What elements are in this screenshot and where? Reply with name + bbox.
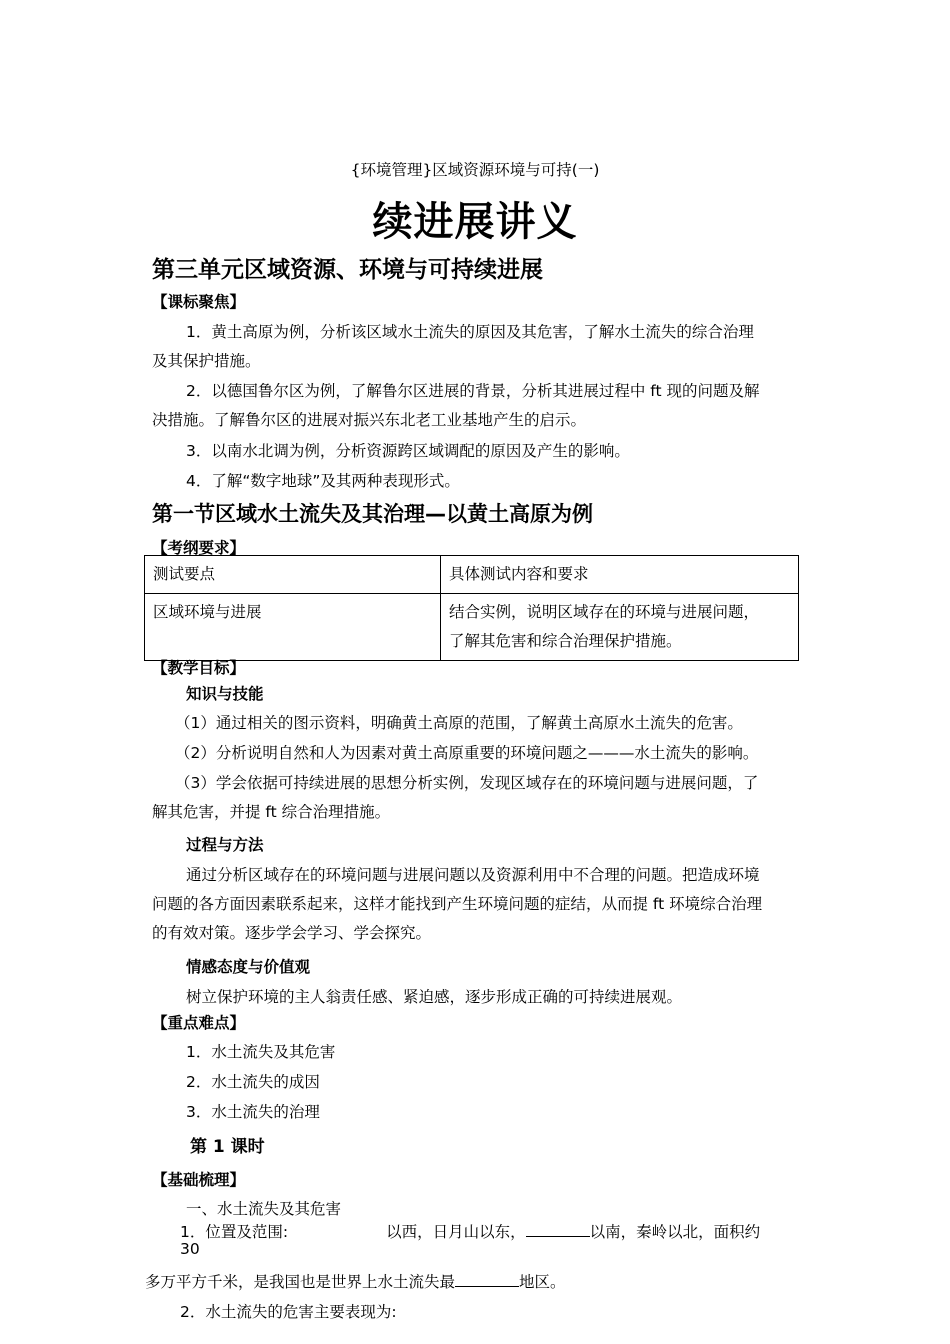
- unit-title: 第三单元区域资源、环境与可持续进展: [152, 257, 543, 283]
- header-small-title: {环境管理}区域资源环境与可持(一): [350, 161, 600, 179]
- key-item-2: 2．水土流失的成因: [186, 1073, 320, 1091]
- process-line-1: 通过分析区域存在的环境问题与进展问题以及资源利用中不合理的问题。把造成环境: [186, 866, 760, 884]
- question-1-line-2: [145, 1270, 566, 1292]
- table-row: [145, 594, 799, 661]
- requirement-line: 结合实例，说明区域存在的环境与进展问题，: [449, 603, 760, 621]
- basics-label: 【基础梳理】: [152, 1171, 246, 1189]
- table-header-cell: 具体测试内容和要求: [441, 556, 799, 594]
- standards-item-4: 4．了解“数字地球”及其两种表现形式。: [186, 472, 460, 490]
- question-1-number: 30: [180, 1240, 200, 1258]
- standards-item-1-line-2: 及其保护措施。: [152, 352, 261, 370]
- emotion-title: 情感态度与价值观: [186, 958, 311, 976]
- knowledge-item-2: （2）分析说明自然和人为因素对黄土高原重要的环境问题之———水土流失的影响。: [175, 744, 759, 762]
- standards-item-3: 3．以南水北调为例，分析资源跨区域调配的原因及产生的影响。: [186, 442, 630, 460]
- fill-blank[interactable]: [526, 1222, 590, 1237]
- table-cell-requirement: [441, 594, 799, 661]
- fill-blank[interactable]: [455, 1272, 519, 1287]
- process-line-3: 的有效对策。逐步学会学习、学会探究。: [152, 924, 432, 942]
- key-label: 【重点难点】: [152, 1014, 246, 1032]
- exam-requirements-table: [144, 555, 799, 661]
- goals-label: 【教学目标】: [152, 659, 246, 677]
- table-cell-point: 区域环境与进展: [145, 594, 441, 661]
- q1-part-a: 1．位置及范围:: [180, 1223, 289, 1241]
- standards-item-2-line-2: 决措施。了解鲁尔区的进展对振兴东北老工业基地产生的启示。: [152, 411, 587, 429]
- header-big-title: 续进展讲义: [372, 199, 578, 245]
- section-title: 第一节区域水土流失及其治理—以黄土高原为例: [152, 502, 593, 526]
- knowledge-item-3-line-2: 解其危害，并提 ft 综合治理措施。: [152, 803, 391, 821]
- emotion-line: 树立保护环境的主人翁责任感、紧迫感，逐步形成正确的可持续进展观。: [186, 988, 683, 1006]
- process-line-2: 问题的各方面因素联系起来，这样才能找到产生环境问题的症结，从而提 ft 环境综合治理: [152, 895, 763, 913]
- standards-label: 【课标聚焦】: [152, 293, 246, 311]
- key-item-1: 1．水土流失及其危害: [186, 1043, 336, 1061]
- table-header-row: [145, 556, 799, 594]
- q1-part-b: 以西，日月山以东，: [386, 1223, 526, 1241]
- question-2: 2．水土流失的危害主要表现为:: [180, 1303, 397, 1321]
- q1-part-c: 以南，秦岭以北，面积约: [589, 1223, 761, 1241]
- lesson-title: 第 1 课时: [190, 1137, 265, 1157]
- basics-section-1: 一、水土流失及其危害: [186, 1200, 342, 1218]
- question-1-line-1: [180, 1220, 760, 1242]
- requirement-line: 了解其危害和综合治理保护措施。: [449, 632, 682, 650]
- standards-item-2-line-1: 2．以德国鲁尔区为例，了解鲁尔区进展的背景，分析其进展过程中 ft 现的问题及解: [186, 382, 760, 400]
- fill-blank[interactable]: [288, 1222, 386, 1237]
- knowledge-title: 知识与技能: [186, 685, 264, 703]
- knowledge-item-1: （1）通过相关的图示资料，明确黄土高原的范围，了解黄土高原水土流失的危害。: [175, 714, 743, 732]
- standards-item-1-line-1: 1．黄土高原为例，分析该区域水土流失的原因及其危害，了解水土流失的综合治理: [186, 323, 754, 341]
- exam-label: 【考纲要求】: [152, 539, 246, 557]
- knowledge-item-3-line-1: （3）学会依据可持续进展的思想分析实例，发现区域存在的环境问题与进展问题，了: [175, 774, 759, 792]
- q1-line-2-a: 多万平方千米，是我国也是世界上水土流失最: [145, 1273, 456, 1291]
- table-header-cell: 测试要点: [145, 556, 441, 594]
- process-title: 过程与方法: [186, 836, 264, 854]
- key-item-3: 3．水土流失的治理: [186, 1103, 320, 1121]
- q1-line-2-b: 地区。: [519, 1273, 566, 1291]
